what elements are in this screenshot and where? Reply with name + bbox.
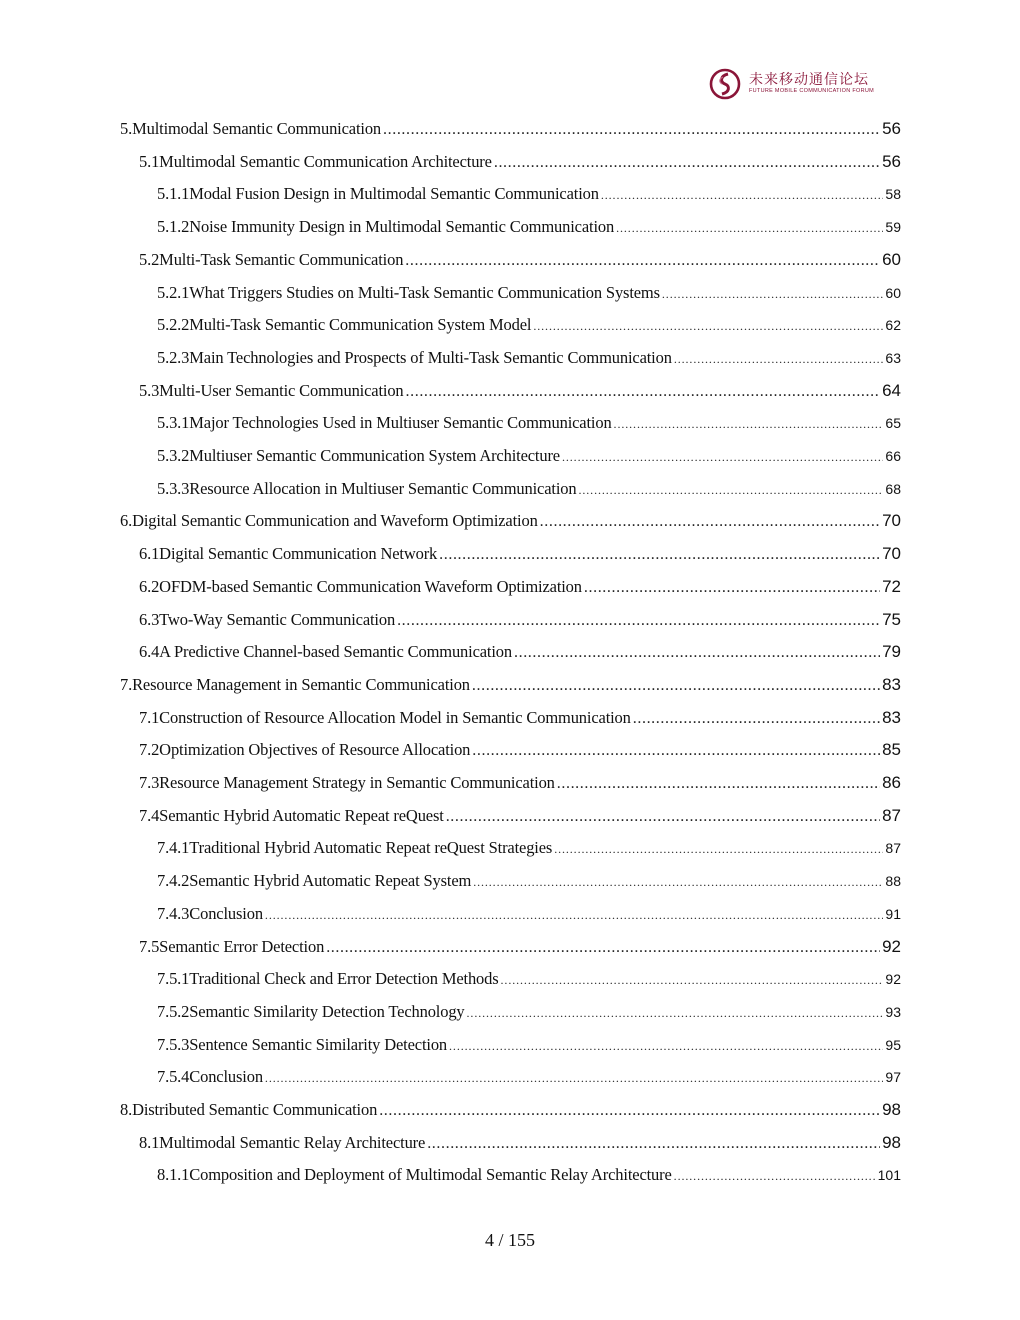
- dot-leader: [397, 612, 880, 630]
- toc-entry[interactable]: [157, 838, 901, 862]
- toc-entry-title[interactable]: 5.3.1Major Technologies Used in Multiuser Semantic Communication: [157, 413, 612, 433]
- logo-chinese-text: 未来移动通信论坛: [749, 72, 869, 88]
- dot-leader: [494, 154, 880, 172]
- dot-leader: [406, 383, 881, 401]
- toc-entry-title[interactable]: 5.2Multi-Task Semantic Communication: [139, 249, 404, 269]
- toc-entry-page[interactable]: 83: [882, 674, 901, 694]
- dot-leader: [601, 188, 884, 203]
- dot-leader: [446, 808, 880, 826]
- dot-leader: [501, 973, 884, 988]
- toc-entry[interactable]: [157, 413, 901, 437]
- toc-entry-title[interactable]: 5.Multimodal Semantic Communication: [120, 119, 382, 138]
- toc-entry[interactable]: [120, 675, 901, 699]
- toc-entry[interactable]: [120, 511, 901, 535]
- dot-leader: [326, 939, 880, 957]
- toc-entry-title[interactable]: 7.1Construction of Resource Allocation Model in Semantic Communication: [139, 707, 631, 727]
- toc-entry[interactable]: [139, 250, 901, 274]
- dot-leader: [674, 352, 884, 367]
- toc-entry-page[interactable]: 59: [885, 219, 901, 236]
- toc-entry[interactable]: [139, 642, 901, 666]
- dot-leader: [473, 875, 883, 890]
- toc-entry[interactable]: [139, 740, 901, 764]
- toc-entry-page[interactable]: 72: [882, 576, 901, 596]
- dot-leader: [472, 677, 880, 695]
- toc-entry-title[interactable]: 5.2.2Multi-Task Semantic Communication System Model: [157, 315, 532, 335]
- toc-entry-page[interactable]: 56: [882, 119, 901, 138]
- toc-entry[interactable]: [139, 773, 901, 797]
- toc-entry-page[interactable]: 87: [882, 805, 901, 825]
- toc-entry-title[interactable]: 6.2OFDM-based Semantic Communication Waveform Optimization: [139, 576, 582, 596]
- forum-logo-icon: [709, 68, 741, 100]
- toc-entry-title[interactable]: 5.2.3Main Technologies and Prospects of Multi-Task Semantic Communication: [157, 347, 672, 367]
- toc-entry[interactable]: [120, 1100, 901, 1124]
- toc-entry[interactable]: [157, 479, 901, 503]
- toc-entry[interactable]: [139, 544, 901, 568]
- toc-entry-title[interactable]: 7.4Semantic Hybrid Automatic Repeat reQuest: [139, 805, 444, 825]
- toc-entry[interactable]: [139, 152, 901, 176]
- toc-entry-page[interactable]: 70: [882, 544, 901, 564]
- toc-entry[interactable]: [157, 1035, 901, 1059]
- toc-entry[interactable]: [120, 119, 901, 143]
- toc-entry-title[interactable]: 5.3Multi-User Semantic Communication: [139, 380, 404, 400]
- toc-entry-title[interactable]: 5.2.1What Triggers Studies on Multi-Task Semantic Communication Systems: [157, 282, 660, 302]
- toc-entry-page[interactable]: 91: [885, 905, 901, 922]
- toc-entry-page[interactable]: 56: [882, 151, 901, 171]
- dot-leader: [578, 483, 883, 498]
- toc-entry-page[interactable]: 75: [882, 609, 901, 629]
- toc-entry-title[interactable]: 7.4.2Semantic Hybrid Automatic Repeat System: [157, 871, 472, 891]
- toc-entry-title[interactable]: 7.4.3Conclusion: [157, 903, 263, 923]
- toc-entry-title[interactable]: 5.3.2Multiuser Semantic Communication System Architecture: [157, 446, 560, 465]
- toc-entry-page[interactable]: 92: [885, 971, 901, 988]
- toc-entry[interactable]: [139, 577, 901, 601]
- toc-entry-title[interactable]: 7.Resource Management in Semantic Communication: [120, 674, 470, 694]
- dot-leader: [662, 287, 884, 302]
- toc-entry[interactable]: [157, 1165, 901, 1189]
- toc-entry-title[interactable]: 8.1.1Composition and Deployment of Multimodal Semantic Relay Architecture: [157, 1165, 672, 1185]
- toc-entry-title[interactable]: 7.5.1Traditional Check and Error Detection Methods: [157, 969, 499, 989]
- toc-entry-page[interactable]: 65: [885, 415, 901, 432]
- dot-leader: [439, 546, 880, 564]
- dot-leader: [405, 252, 880, 270]
- toc-entry-title[interactable]: 5.3.3Resource Allocation in Multiuser Semantic Communication: [157, 478, 577, 498]
- toc-entry[interactable]: [139, 381, 901, 405]
- toc-entry-title[interactable]: 7.5Semantic Error Detection: [139, 936, 325, 956]
- toc-entry-title[interactable]: 6.4A Predictive Channel-based Semantic Communication: [139, 642, 512, 662]
- toc-entry[interactable]: [139, 937, 901, 961]
- toc-entry-page[interactable]: 83: [882, 707, 901, 727]
- toc-entry-title[interactable]: 7.5.3Sentence Semantic Similarity Detection: [157, 1034, 448, 1054]
- toc-entry-page[interactable]: 60: [885, 284, 901, 301]
- toc-entry[interactable]: [157, 446, 901, 470]
- toc-entry-title[interactable]: 6.3Two-Way Semantic Communication: [139, 609, 396, 629]
- toc-entry[interactable]: [157, 871, 901, 895]
- toc-entry-page[interactable]: 97: [885, 1069, 901, 1086]
- toc-entry-title[interactable]: 7.5.2Semantic Similarity Detection Technology: [157, 1001, 465, 1021]
- toc-entry[interactable]: [157, 1002, 901, 1026]
- toc-entry[interactable]: [157, 1067, 901, 1091]
- toc-entry[interactable]: [157, 969, 901, 993]
- toc-entry-page[interactable]: 87: [885, 840, 901, 857]
- toc-entry-title[interactable]: 7.3Resource Management Strategy in Semantic Communication: [139, 773, 555, 792]
- dot-leader: [265, 1071, 884, 1086]
- toc-entry-page[interactable]: 63: [885, 349, 901, 366]
- toc-entry-page[interactable]: 88: [885, 873, 901, 890]
- toc-entry-page[interactable]: 64: [882, 380, 901, 400]
- dot-leader: [557, 775, 880, 793]
- toc-entry-page[interactable]: 68: [885, 480, 901, 497]
- toc-entry[interactable]: [139, 708, 901, 732]
- dot-leader: [584, 579, 880, 597]
- toc-entry-title[interactable]: 5.1Multimodal Semantic Communication Architecture: [139, 151, 492, 171]
- toc-entry-page[interactable]: 101: [877, 1167, 901, 1184]
- logo-english-text: FUTURE MOBILE COMMUNICATION FORUM: [749, 88, 874, 94]
- toc-entry-title[interactable]: 7.5.4Conclusion: [157, 1067, 263, 1087]
- toc-entry-title[interactable]: 5.1.2Noise Immunity Design in Multimodal Semantic Communication: [157, 217, 615, 237]
- dot-leader: [616, 221, 883, 236]
- toc-entry-page[interactable]: 86: [882, 773, 901, 792]
- toc-entry-title[interactable]: 8.Distributed Semantic Communication: [120, 1100, 378, 1119]
- forum-logo: [709, 66, 889, 102]
- toc-entry[interactable]: [157, 315, 901, 339]
- toc-entry-page[interactable]: 98: [882, 1132, 901, 1152]
- toc-entry-title[interactable]: 8.1Multimodal Semantic Relay Architecture: [139, 1132, 426, 1152]
- toc-entry-page[interactable]: 62: [885, 317, 901, 334]
- dot-leader: [427, 1135, 880, 1153]
- toc-entry-page[interactable]: 66: [885, 448, 901, 464]
- dot-leader: [379, 1102, 880, 1120]
- dot-leader: [554, 842, 883, 857]
- toc-entry-page[interactable]: 93: [885, 1003, 901, 1020]
- dot-leader: [265, 908, 884, 923]
- toc-entry-page[interactable]: 98: [882, 1100, 901, 1119]
- toc-entry-title[interactable]: 6.Digital Semantic Communication and Waveform Optimization: [120, 511, 538, 531]
- toc-entry[interactable]: [157, 184, 901, 208]
- toc-entry[interactable]: [139, 610, 901, 634]
- dot-leader: [674, 1169, 876, 1184]
- dot-leader: [383, 121, 880, 139]
- dot-leader: [472, 742, 880, 760]
- toc-entry-title[interactable]: 6.1Digital Semantic Communication Network: [139, 544, 438, 564]
- dot-leader: [533, 319, 883, 334]
- dot-leader: [614, 417, 884, 432]
- toc-entry-page[interactable]: 85: [882, 740, 901, 760]
- page-number: 4 / 155: [484, 1230, 535, 1250]
- toc-entry[interactable]: [157, 348, 901, 372]
- toc-entry-page[interactable]: 70: [882, 511, 901, 531]
- toc-entry[interactable]: [139, 806, 901, 830]
- toc-entry[interactable]: [157, 217, 901, 241]
- toc-entry-page[interactable]: 58: [885, 186, 901, 203]
- toc-entry-title[interactable]: 7.2Optimization Objectives of Resource Allocation: [139, 740, 471, 760]
- toc-entry-title[interactable]: 5.1.1Modal Fusion Design in Multimodal Semantic Communication: [157, 184, 599, 204]
- toc-entry-page[interactable]: 60: [882, 249, 901, 269]
- toc-entry-page[interactable]: 95: [885, 1036, 901, 1053]
- toc-entry-page[interactable]: 79: [882, 642, 901, 662]
- dot-leader: [449, 1039, 883, 1054]
- dot-leader: [467, 1006, 884, 1021]
- toc-entry[interactable]: [157, 904, 901, 928]
- toc-entry[interactable]: [157, 283, 901, 307]
- dot-leader: [540, 513, 880, 531]
- dot-leader: [514, 644, 880, 662]
- dot-leader: [633, 710, 880, 728]
- toc-entry[interactable]: [139, 1133, 901, 1157]
- toc-entry-page[interactable]: 92: [882, 936, 901, 956]
- dot-leader: [562, 450, 883, 465]
- toc-entry-title[interactable]: 7.4.1Traditional Hybrid Automatic Repeat reQuest Strategies: [157, 838, 553, 858]
